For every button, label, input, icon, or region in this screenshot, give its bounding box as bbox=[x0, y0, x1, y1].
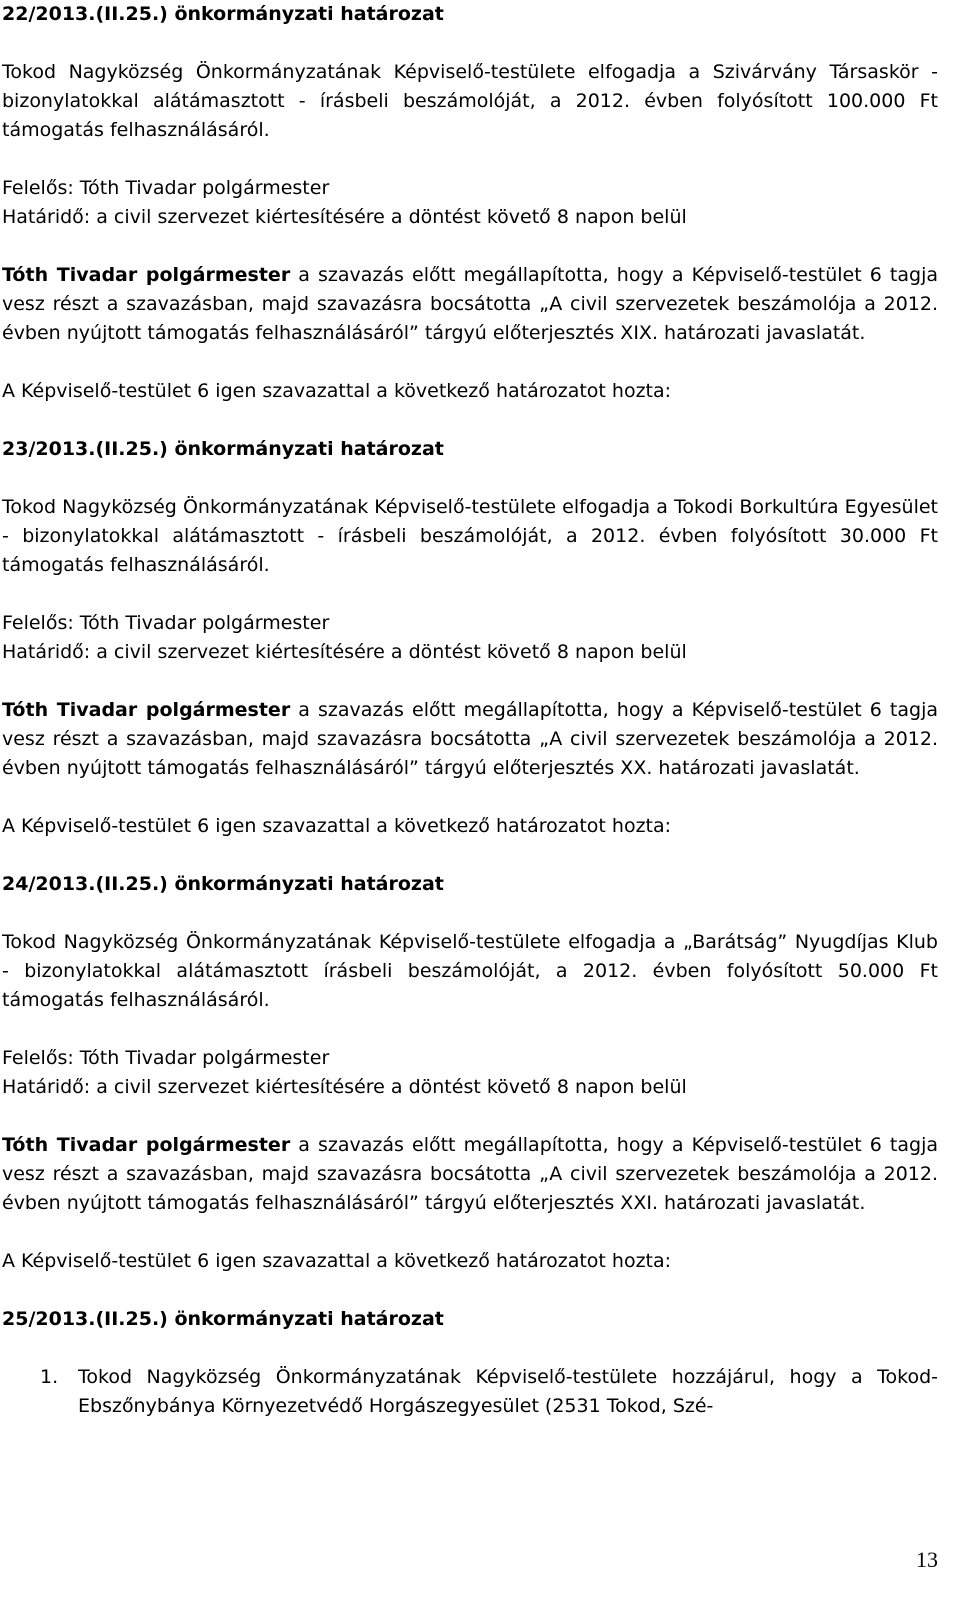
mayor-statement-text: a szavazás előtt megállapította, hogy a Képviselő-testület 6 tagja vesz részt a szavazásban, majd szavazásra bocsátotta „A civil szervezetek beszámolója a 2012. évben nyújtott támogatás felhasználásáról” tárgyú előterjesztés XXI. határozati javaslatát. bbox=[2, 1134, 938, 1214]
mayor-name: Tóth Tivadar polgármester bbox=[2, 699, 291, 721]
deadline-22: Határidő: a civil szervezet kiértesítésére a döntést követő 8 napon belül bbox=[2, 206, 687, 228]
resolution-heading-25: 25/2013.(II.25.) önkormányzati határozat bbox=[2, 1308, 444, 1330]
mayor-name: Tóth Tivadar polgármester bbox=[2, 1134, 291, 1156]
mayor-statement-text: a szavazás előtt megállapította, hogy a Képviselő-testület 6 tagja vesz részt a szavazásban, majd szavazásra bocsátotta „A civil szervezetek beszámolója a 2012. évben nyújtott támogatás felhasználásáról” tárgyú előterjesztés XX. határozati javaslatát. bbox=[2, 699, 938, 779]
mayor-statement-19 bbox=[2, 261, 938, 348]
responsible-22: Felelős: Tóth Tivadar polgármester bbox=[2, 177, 330, 199]
mayor-name: Tóth Tivadar polgármester bbox=[2, 264, 291, 286]
mayor-statement-20 bbox=[2, 696, 938, 783]
resolution-heading-23: 23/2013.(II.25.) önkormányzati határozat bbox=[2, 438, 444, 460]
responsible-24: Felelős: Tóth Tivadar polgármester bbox=[2, 1047, 330, 1069]
item-number: 1. bbox=[40, 1366, 59, 1388]
mayor-statement-21 bbox=[2, 1131, 938, 1218]
resolution-text-23: Tokod Nagyközség Önkormányzatának Képviselő-testülete elfogadja a Tokodi Borkultúra Egyesület - bizonylatokkal alátámasztott - írásbeli beszámolóját, a 2012. évben folyósított 30.000 Ft támogatás felhasználásáról. bbox=[2, 496, 938, 576]
mayor-statement-text: a szavazás előtt megállapította, hogy a Képviselő-testület 6 tagja vesz részt a szavazásban, majd szavazásra bocsátotta „A civil szervezetek beszámolója a 2012. évben nyújtott támogatás felhasználásáról” tárgyú előterjesztés XIX. határozati javaslatát. bbox=[2, 264, 938, 344]
page-number: 13 bbox=[916, 1547, 938, 1572]
resolution-text-22: Tokod Nagyközség Önkormányzatának Képviselő-testülete elfogadja a Szivárvány Társaskör - bizonylatokkal alátámasztott - írásbeli beszámolóját, a 2012. évben folyósított 100.000 Ft támogatás felhasználásáról. bbox=[2, 61, 938, 141]
vote-result-23: A Képviselő-testület 6 igen szavazattal a következő határozatot hozta: bbox=[2, 380, 672, 402]
resolution-text-24: Tokod Nagyközség Önkormányzatának Képviselő-testülete elfogadja a „Barátság” Nyugdíjas Klub - bizonylatokkal alátámasztott írásbeli beszámolóját, a 2012. évben folyósított 50.000 Ft támogatás felhasználásáról. bbox=[2, 931, 938, 1011]
resolution-heading-22: 22/2013.(II.25.) önkormányzati határozat bbox=[2, 3, 444, 25]
deadline-23: Határidő: a civil szervezet kiértesítésére a döntést követő 8 napon belül bbox=[2, 641, 687, 663]
resolution-heading-24: 24/2013.(II.25.) önkormányzati határozat bbox=[2, 873, 444, 895]
item-text: Tokod Nagyközség Önkormányzatának Képviselő-testülete hozzájárul, hogy a Tokod-Ebszőnybánya Környezetvédő Horgászegyesület (2531 Tokod, Szé- bbox=[78, 1366, 938, 1417]
vote-result-24: A Képviselő-testület 6 igen szavazattal a következő határozatot hozta: bbox=[2, 815, 672, 837]
vote-result-25: A Képviselő-testület 6 igen szavazattal a következő határozatot hozta: bbox=[2, 1250, 672, 1272]
numbered-item bbox=[2, 1363, 938, 1421]
responsible-23: Felelős: Tóth Tivadar polgármester bbox=[2, 612, 330, 634]
deadline-24: Határidő: a civil szervezet kiértesítésére a döntést követő 8 napon belül bbox=[2, 1076, 687, 1098]
